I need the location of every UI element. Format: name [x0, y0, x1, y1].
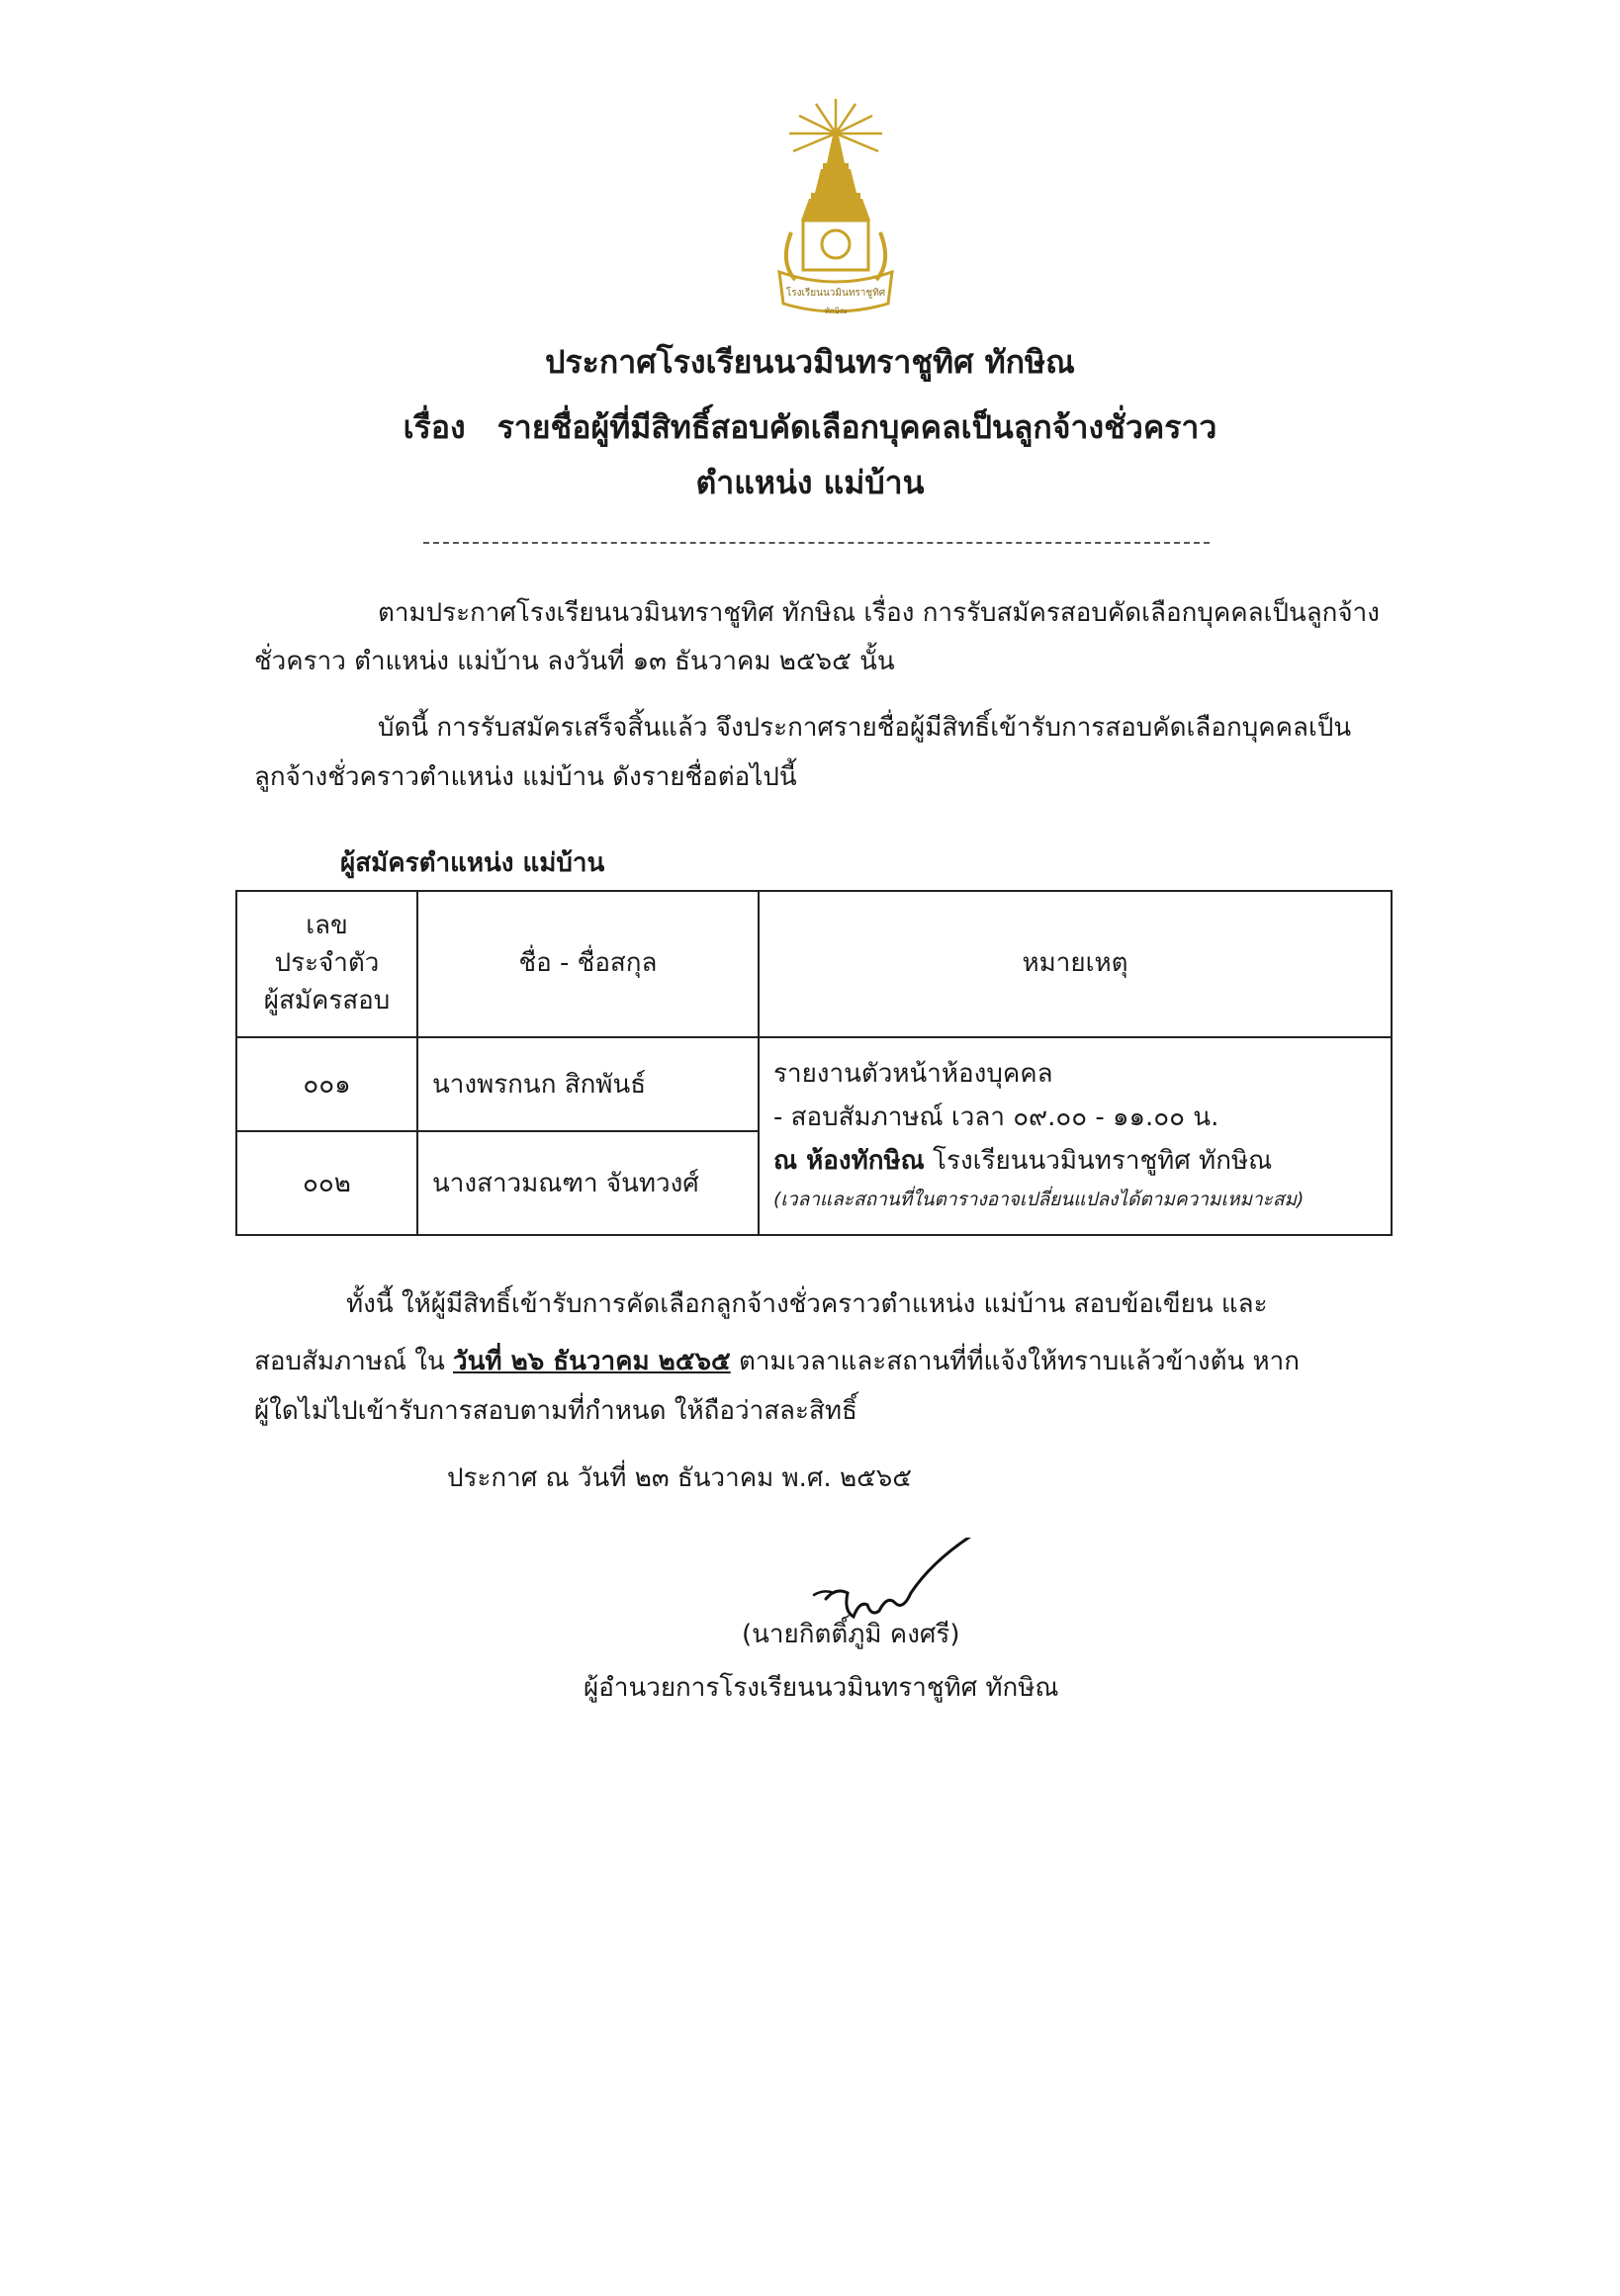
school-emblem-icon	[762, 94, 910, 326]
paragraph-1-line-1: ตามประกาศโรงเรียนนวมินทราชูทิศ ทักษิณ เรื่อง การรับสมัครสอบคัดเลือกบุคคลเป็นลูกจ้าง	[378, 598, 1380, 628]
signatory-name: (นายกิตติ์ภูมิ คงศรี)	[742, 1620, 960, 1649]
table-caption: ผู้สมัครตำแหน่ง แม่บ้าน	[340, 848, 605, 878]
closing-line-1: ทั้งนี้ ให้ผู้มีสิทธิ์เข้ารับการคัดเลือกลูกจ้างชั่วคราวตำแหน่ง แม่บ้าน สอบข้อเขียน และ	[346, 1289, 1268, 1319]
applicant-id: ๐๐๒	[236, 1131, 417, 1235]
remark-line-1: รายงานตัวหน้าห้องบุคคล	[773, 1059, 1053, 1089]
paragraph-1-line-2: ชั่วคราว ตำแหน่ง แม่บ้าน ลงวันที่ ๑๓ ธันวาคม ๒๕๖๕ นั้น	[254, 647, 895, 676]
subject-line	[0, 408, 1620, 446]
exam-date: วันที่ ๒๖ ธันวาคม ๒๕๖๕	[453, 1347, 731, 1376]
column-header-id: เลข ประจำตัว ผู้สมัครสอบ	[236, 891, 417, 1037]
svg-text:ทักษิณ: ทักษิณ	[824, 307, 848, 315]
position-title: ตำแหน่ง แม่บ้าน	[695, 464, 925, 501]
page-title: ประกาศโรงเรียนนวมินทราชูทิศ ทักษิณ	[545, 343, 1075, 381]
applicant-table	[235, 890, 1393, 1236]
applicant-id: ๐๐๑	[236, 1037, 417, 1131]
closing-line-2: สอบสัมภาษณ์ ใน วันที่ ๒๖ ธันวาคม ๒๕๖๕ ตามเวลาและสถานที่ที่แจ้งให้ทราบแล้วข้างต้น หาก	[254, 1347, 1301, 1376]
applicant-name: นางพรกนก สิกพันธ์	[417, 1037, 759, 1131]
paragraph-2-line-2: ลูกจ้างชั่วคราวตำแหน่ง แม่บ้าน ดังรายชื่อต่อไปนี้	[254, 762, 797, 792]
applicant-name: นางสาวมณฑา จันทวงศ์	[417, 1131, 759, 1235]
subject-prefix: เรื่อง	[403, 408, 466, 446]
remark-line-4: (เวลาและสถานที่ในตารางอาจเปลี่ยนแปลงได้ตามความเหมาะสม)	[773, 1188, 1305, 1210]
paragraph-2-line-1: บัดนี้ การรับสมัครเสร็จสิ้นแล้ว จึงประกาศรายชื่อผู้มีสิทธิ์เข้ารับการสอบคัดเลือกบุคคลเป็น	[378, 713, 1352, 743]
column-header-name: ชื่อ - ชื่อสกุล	[417, 891, 759, 1037]
signatory-position: ผู้อำนวยการโรงเรียนนวมินทราชูทิศ ทักษิณ	[584, 1673, 1059, 1703]
column-header-remark: หมายเหตุ	[759, 891, 1392, 1037]
signature-icon	[796, 1538, 994, 1627]
remark-cell	[759, 1037, 1392, 1235]
svg-text:โรงเรียนนวมินทราชูทิศ: โรงเรียนนวมินทราชูทิศ	[785, 288, 886, 299]
remark-line-2: - สอบสัมภาษณ์ เวลา ๐๙.๐๐ - ๑๑.๐๐ น.	[773, 1103, 1219, 1133]
table-header-row	[236, 891, 1392, 1037]
table-row	[236, 1037, 1392, 1131]
closing-line-3: ผู้ใดไม่ไปเข้ารับการสอบตามที่กำหนด ให้ถือว่าสละสิทธิ์	[254, 1396, 857, 1426]
remark-line-3: ณ ห้องทักษิณ โรงเรียนนวมินทราชูทิศ ทักษิณ	[773, 1146, 1273, 1177]
subject-text: รายชื่อผู้ที่มีสิทธิ์สอบคัดเลือกบุคคลเป็นลูกจ้างชั่วคราว	[496, 408, 1217, 446]
announcement-date: ประกาศ ณ วันที่ ๒๓ ธันวาคม พ.ศ. ๒๕๖๕	[447, 1463, 912, 1493]
dashed-divider	[423, 542, 1210, 544]
